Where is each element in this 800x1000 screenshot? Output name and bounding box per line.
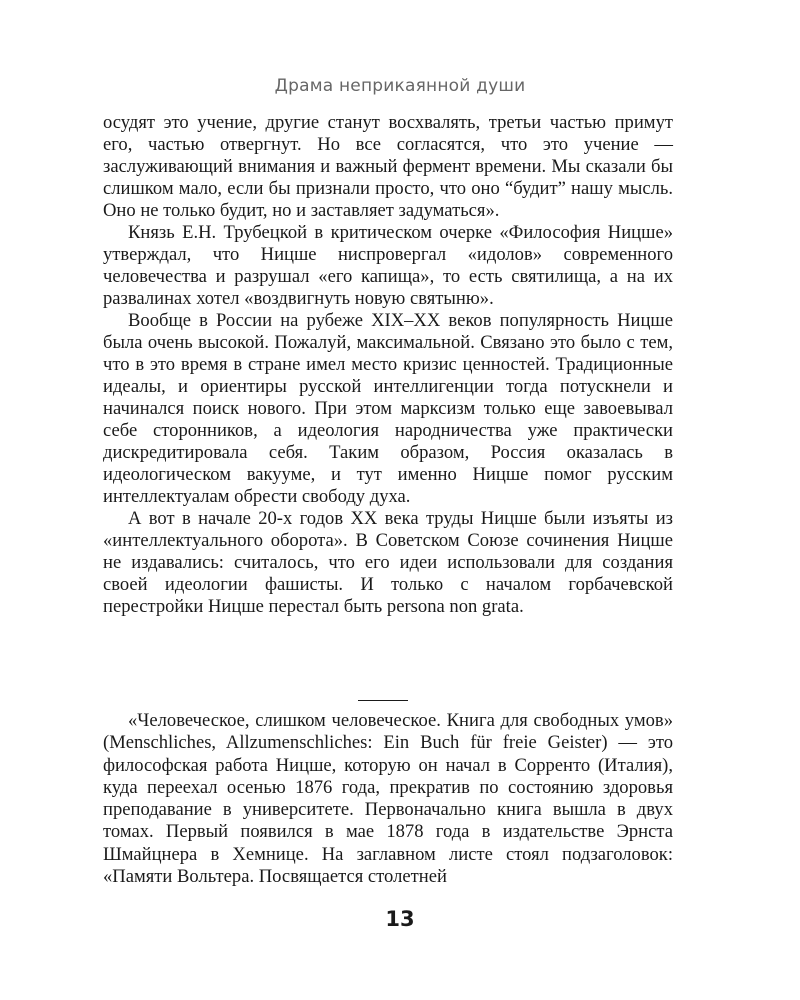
paragraph: А вот в начале 20-х годов XX века труды Ницше были изъяты из «интеллектуального оборота». В Советском Союзе сочинения Ницше не издавались: считалось, что его идеи использовали для создания своей идеологии фашисты. И только с началом горбачевской перестройки Ницше перестал быть persona non grata. [103,508,673,617]
main-text [103,112,673,618]
paragraph: осудят это учение, другие станут восхвалять, третьи частью примут его, частью отвергнут. Но все согласятся, что это учение — заслуживающий внимания и важный фермент времени. Мы сказали бы слишком мало, если бы признали просто, что оно “будит” нашу мысль. Оно не только будит, но и заставляет задуматься». [103,112,673,221]
footnote-separator [358,700,408,701]
paragraph: Князь Е.Н. Трубецкой в критическом очерке «Философия Ницше» утверждал, что Ницше ниспровергал «идолов» современного человечества и разрушал «его капища», то есть святилища, а на их развалинах хотел «воздвигнуть новую святыню». [103,222,673,309]
page-number: 13 [385,907,415,931]
running-header: Драма неприкаянной души [274,76,526,96]
footnote-paragraph: «Человеческое, слишком человеческое. Книга для свободных умов» (Menschliches, Allzumenschliches: Ein Buch für freie Geister) — это философская работа Ницше, которую он начал в Сорренто (Италия), куда переехал осенью 1876 года, прекратив по состоянию здоровья преподавание в университете. Первоначально книга вышла в двух томах. Первый появился в мае 1878 года в издательстве Эрнста Шмайцнера в Хемнице. На заглавном листе стоял подзаголовок: «Памяти Вольтера. Посвящается столетней [103,710,673,888]
paragraph: Вообще в России на рубеже XIX–XX веков популярность Ницше была очень высокой. Пожалуй, максимальной. Связано это было с тем, что в это время в стране имел место кризис ценностей. Традиционные идеалы, и ориентиры русской интеллигенции тогда потускнели и начинался поиск нового. При этом марксизм только еще завоевывал себе сторонников, а идеология народничества уже практически дискредитировала себя. Таким образом, Россия оказалась в идеологическом вакууме, и тут именно Ницше помог русским интеллектуалам обрести свободу духа. [103,310,673,507]
footnote [103,710,673,888]
